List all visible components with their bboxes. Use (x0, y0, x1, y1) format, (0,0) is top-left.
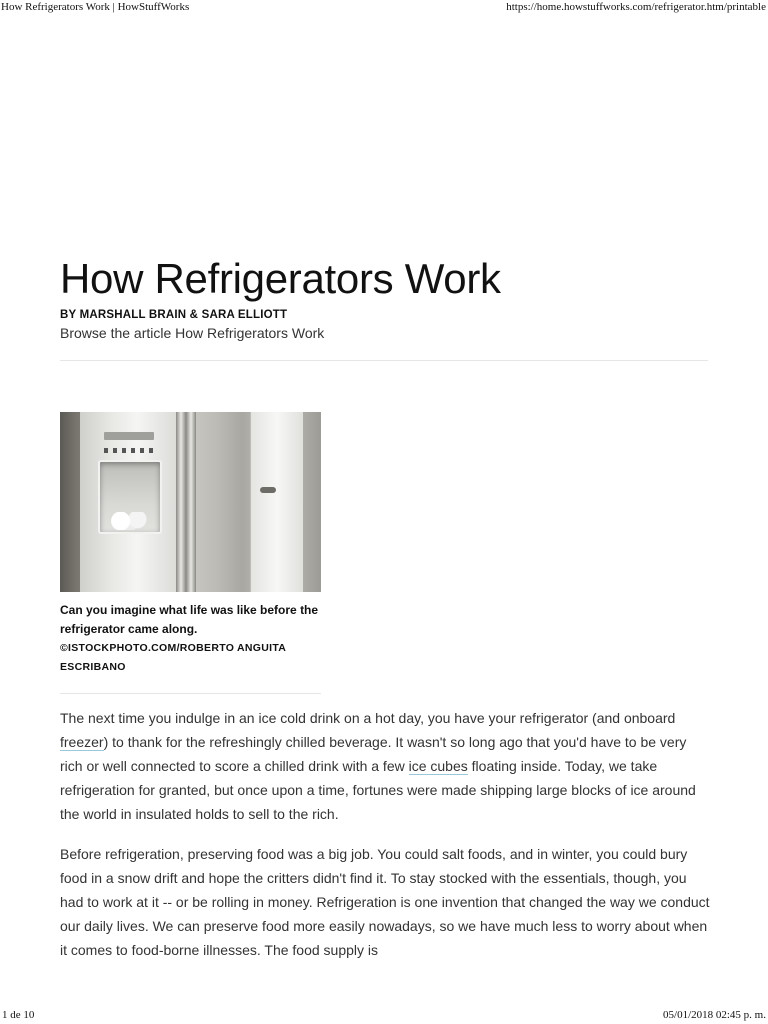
figure-caption: Can you imagine what life was like before the refrigerator came along. (60, 603, 319, 636)
header-divider (60, 360, 708, 361)
article-byline: BY MARSHALL BRAIN & SARA ELLIOTT (60, 309, 288, 321)
print-page-title: How Refrigerators Work | HowStuffWorks (1, 1, 190, 13)
article-title: How Refrigerators Work (60, 255, 501, 302)
article-body (60, 706, 710, 978)
freezer-handle (186, 412, 196, 592)
dispenser-buttons (104, 448, 154, 453)
paragraph-1-text-c: floating inside. Today, we take refrigeration for granted, but once upon a time, fortunes were made shipping large blocks of ice around the world in insulated holds to sell to the rich. (60, 758, 696, 822)
paragraph-1-text-b: ) to thank for the refreshingly chilled beverage. It wasn't so long ago that you'd have to be very rich or well connected to score a chilled drink with a few (60, 734, 687, 774)
door-knob (260, 487, 276, 493)
ice-cubes (108, 512, 150, 530)
print-page-count: 1 de 10 (2, 1009, 35, 1021)
article-figure (60, 412, 321, 694)
print-header (0, 1, 768, 13)
paragraph-1 (60, 706, 710, 826)
paragraph-2: Before refrigeration, preserving food was a big job. You could salt foods, and in winter, you could bury food in a snow drift and hope the critters didn't find it. To stay stocked with the essentials, though, you had to work at it -- or be rolling in money. Refrigeration is one invention that changed the way we conduct our daily lives. We can preserve food more easily nowadays, so we have much less to worry about when it comes to food-borne illnesses. The food supply is (60, 846, 710, 958)
figure-credit: ©ISTOCKPHOTO.COM/ROBERTO ANGUITA ESCRIBANO (60, 642, 286, 673)
article-header (60, 250, 708, 361)
figure-divider (60, 693, 321, 694)
browse-article-text: Browse the article How Refrigerators Work (60, 325, 325, 341)
print-url: https://home.howstuffworks.com/refrigerator.htm/printable (506, 1, 766, 13)
dispenser-display (104, 432, 154, 440)
print-footer (0, 1009, 768, 1021)
side-door (250, 412, 303, 592)
ice-cubes-link[interactable]: ice cubes (408, 758, 468, 774)
freezer-link[interactable]: freezer (60, 734, 104, 750)
fridge-handle (176, 412, 186, 592)
print-datetime: 05/01/2018 02:45 p. m. (663, 1009, 766, 1021)
refrigerator-photo (60, 412, 321, 592)
paragraph-1-text-a: The next time you indulge in an ice cold drink on a hot day, you have your refrigerator (and onboard (60, 710, 676, 726)
